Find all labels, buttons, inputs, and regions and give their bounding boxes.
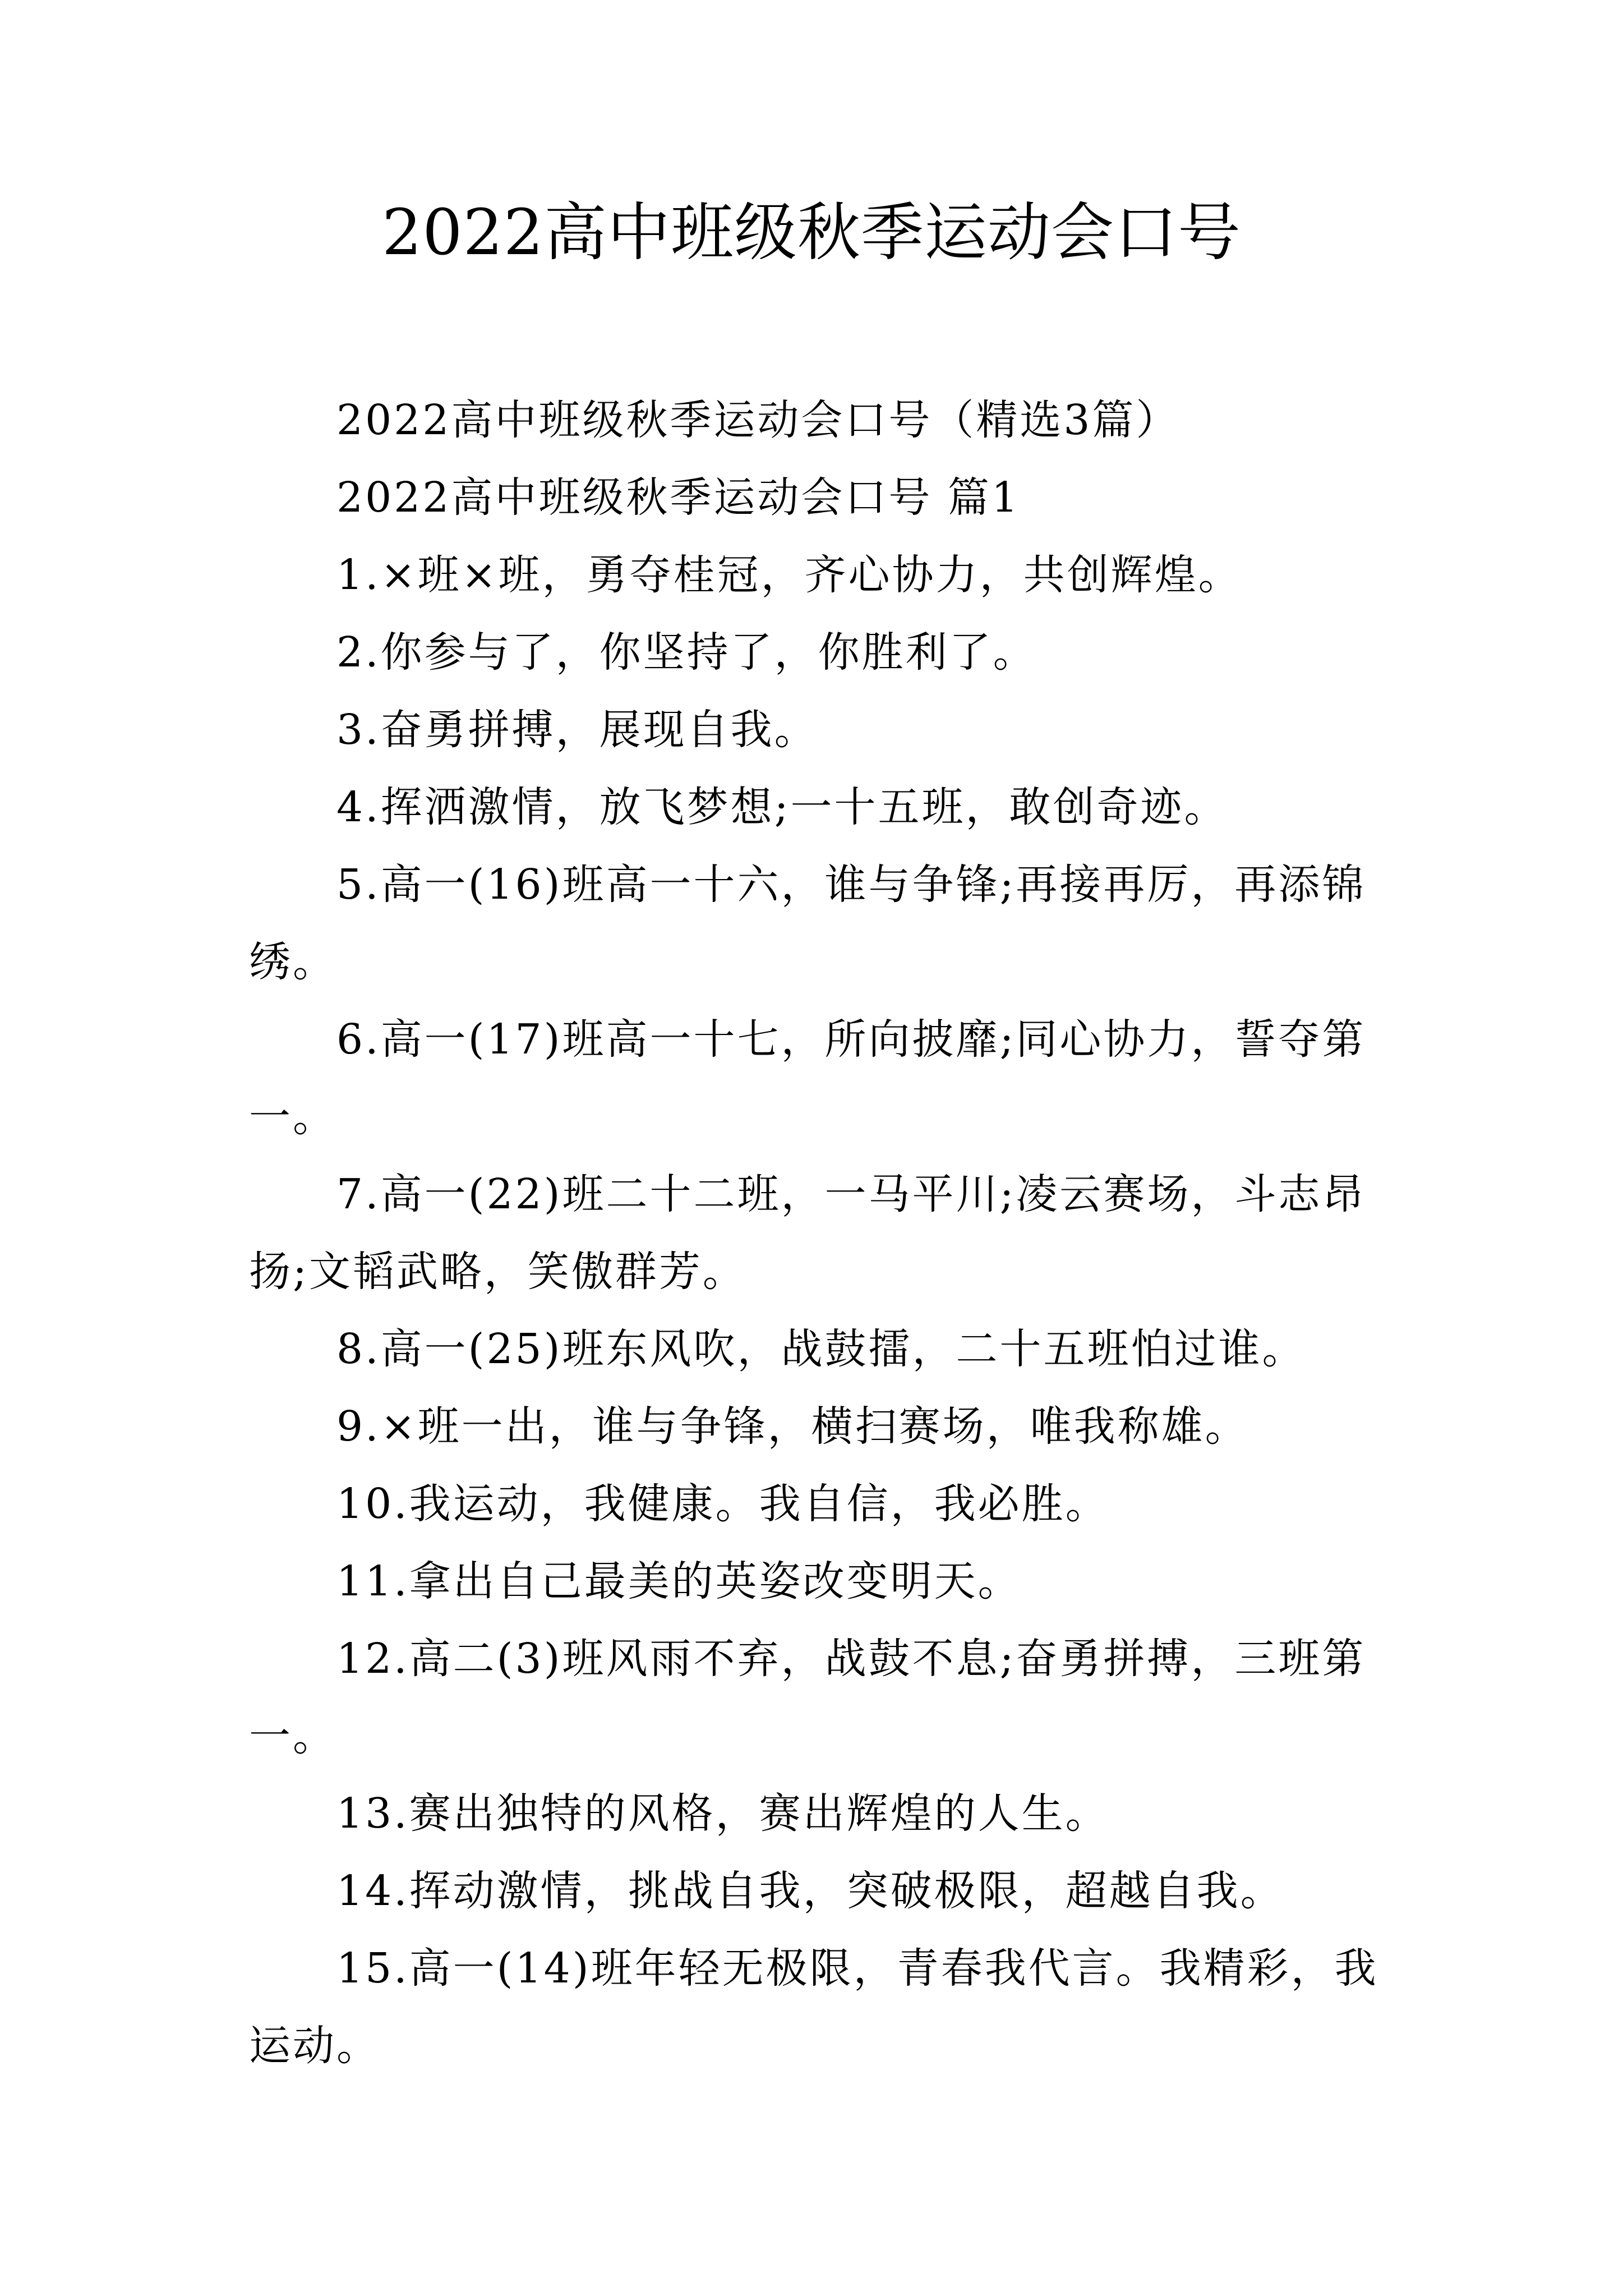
- slogan-item: 7.高一(22)班二十二班，一马平川;凌云赛场，斗志昂扬;文韬武略，笑傲群芳。: [249, 1170, 1366, 1296]
- slogan-item: 1.×班×班，勇夺桂冠，齐心协力，共创辉煌。: [336, 551, 1242, 599]
- slogan-item: 8.高一(25)班东风吹，战鼓擂，二十五班怕过谁。: [336, 1325, 1306, 1373]
- slogan-item: 15.高一(14)班年轻无极限，青春我代言。我精彩，我运动。: [249, 1944, 1378, 2070]
- slogan-item: 10.我运动，我健康。我自信，我必胜。: [336, 1480, 1109, 1528]
- slogan-item: 6.高一(17)班高一十七，所向披靡;同心协力，誓夺第一。: [249, 1015, 1366, 1141]
- subtitle-paragraph: 2022高中班级秋季运动会口号（精选3篇）: [336, 396, 1180, 444]
- slogan-item: 2.你参与了，你坚持了，你胜利了。: [336, 628, 1037, 677]
- slogan-item: 9.×班一出，谁与争锋，横扫赛场，唯我称雄。: [336, 1402, 1249, 1451]
- section-heading: 2022高中班级秋季运动会口号 篇1: [336, 473, 1020, 522]
- document-body: [249, 381, 1380, 2085]
- slogan-item: 13.赛出独特的风格，赛出辉煌的人生。: [336, 1789, 1109, 1838]
- slogan-item: 11.拿出自己最美的英姿改变明天。: [336, 1557, 1022, 1605]
- slogan-item: 4.挥洒激情，放飞梦想;一十五班，敢创奇迹。: [336, 783, 1228, 831]
- slogan-item: 3.奋勇拼搏，展现自我。: [336, 706, 818, 754]
- slogan-item: 12.高二(3)班风雨不弃，战鼓不息;奋勇拼搏，三班第一。: [249, 1635, 1366, 1760]
- slogan-item: 5.高一(16)班高一十六，谁与争锋;再接再厉，再添锦绣。: [249, 861, 1366, 986]
- document-title: 2022高中班级秋季运动会口号: [381, 196, 1242, 269]
- slogan-item: 14.挥动激情，挑战自我，突破极限，超越自我。: [336, 1867, 1284, 1915]
